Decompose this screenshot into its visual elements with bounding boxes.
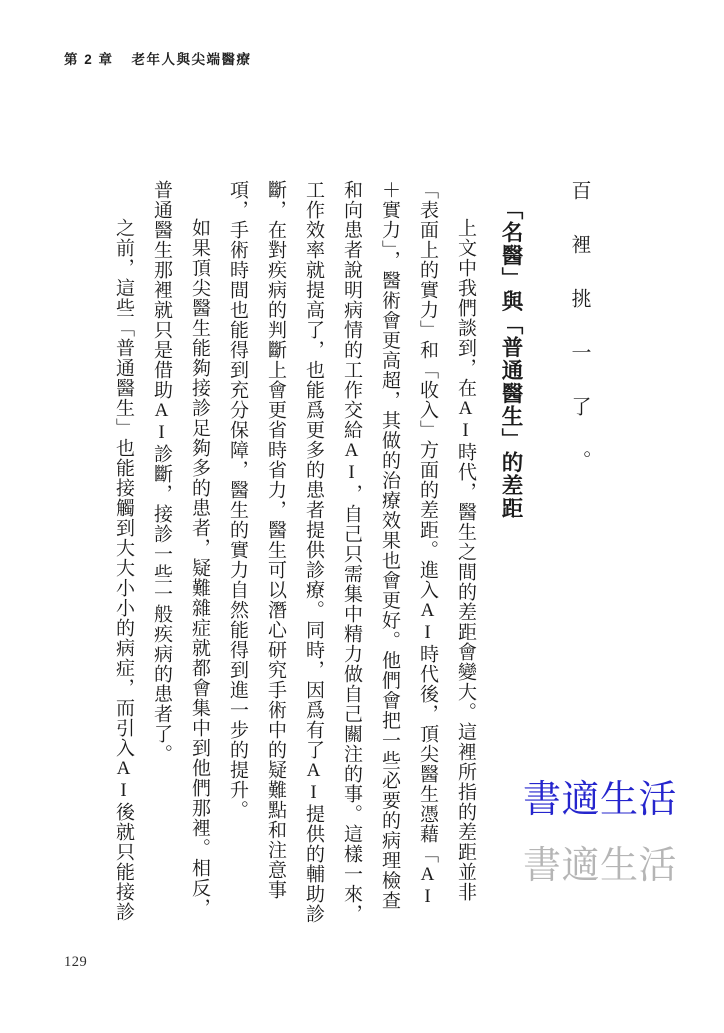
text-column: 百裡挑一了。 <box>568 180 590 504</box>
text-column: 之前，這些「普通醫生」也能接觸到大大小小的病症，而引入AI後就只能接診 <box>113 218 134 922</box>
watermark-gray: 書適生活 <box>523 845 678 887</box>
text-column: 項，手術時間也能得到充分保障，醫生的實力自然能得到進一步的提升。 <box>227 180 248 820</box>
text-column: 普通醫生那裡就只是借助AI診斷，接診一些一般疾病的患者了。 <box>151 180 172 764</box>
text-column: 斷，在對疾病的判斷上會更省時省力，醫生可以潛心研究手術中的疑難點和注意事 <box>265 180 286 900</box>
text-column: 和向患者說明病情的工作交給AI，自己只需集中精力做自己關注的事。這樣一來， <box>341 180 362 924</box>
chapter-number: 第 2 章 <box>64 52 114 67</box>
text-column: ＋實力」，醫術會更高超，其做的治療效果也會更好。他們會把一些必要的病理檢查 <box>379 180 400 911</box>
text-column: 工作效率就提高了，也能爲更多的患者提供診療。同時，因爲有了AI提供的輔助診 <box>303 180 324 924</box>
text-column: 「表面上的實力」和「收入」方面的差距。進入AI時代後，頂尖醫生憑藉「AI <box>417 180 438 908</box>
text-column: 如果頂尖醫生能夠接診足夠多的患者，疑難雜症就都會集中到他們那裡。相反， <box>189 218 210 918</box>
watermark-blue: 書適生活 <box>523 779 678 821</box>
text-column: 上文中我們談到，在AI時代，醫生之間的差距會變大。這裡所指的差距並非 <box>455 218 476 902</box>
page-number: 129 <box>64 954 88 970</box>
chapter-title: 老年人與尖端醫療 <box>131 52 252 67</box>
chapter-header <box>64 48 252 68</box>
section-title: 「名醫」與「普通醫生」的差距 <box>499 198 523 520</box>
